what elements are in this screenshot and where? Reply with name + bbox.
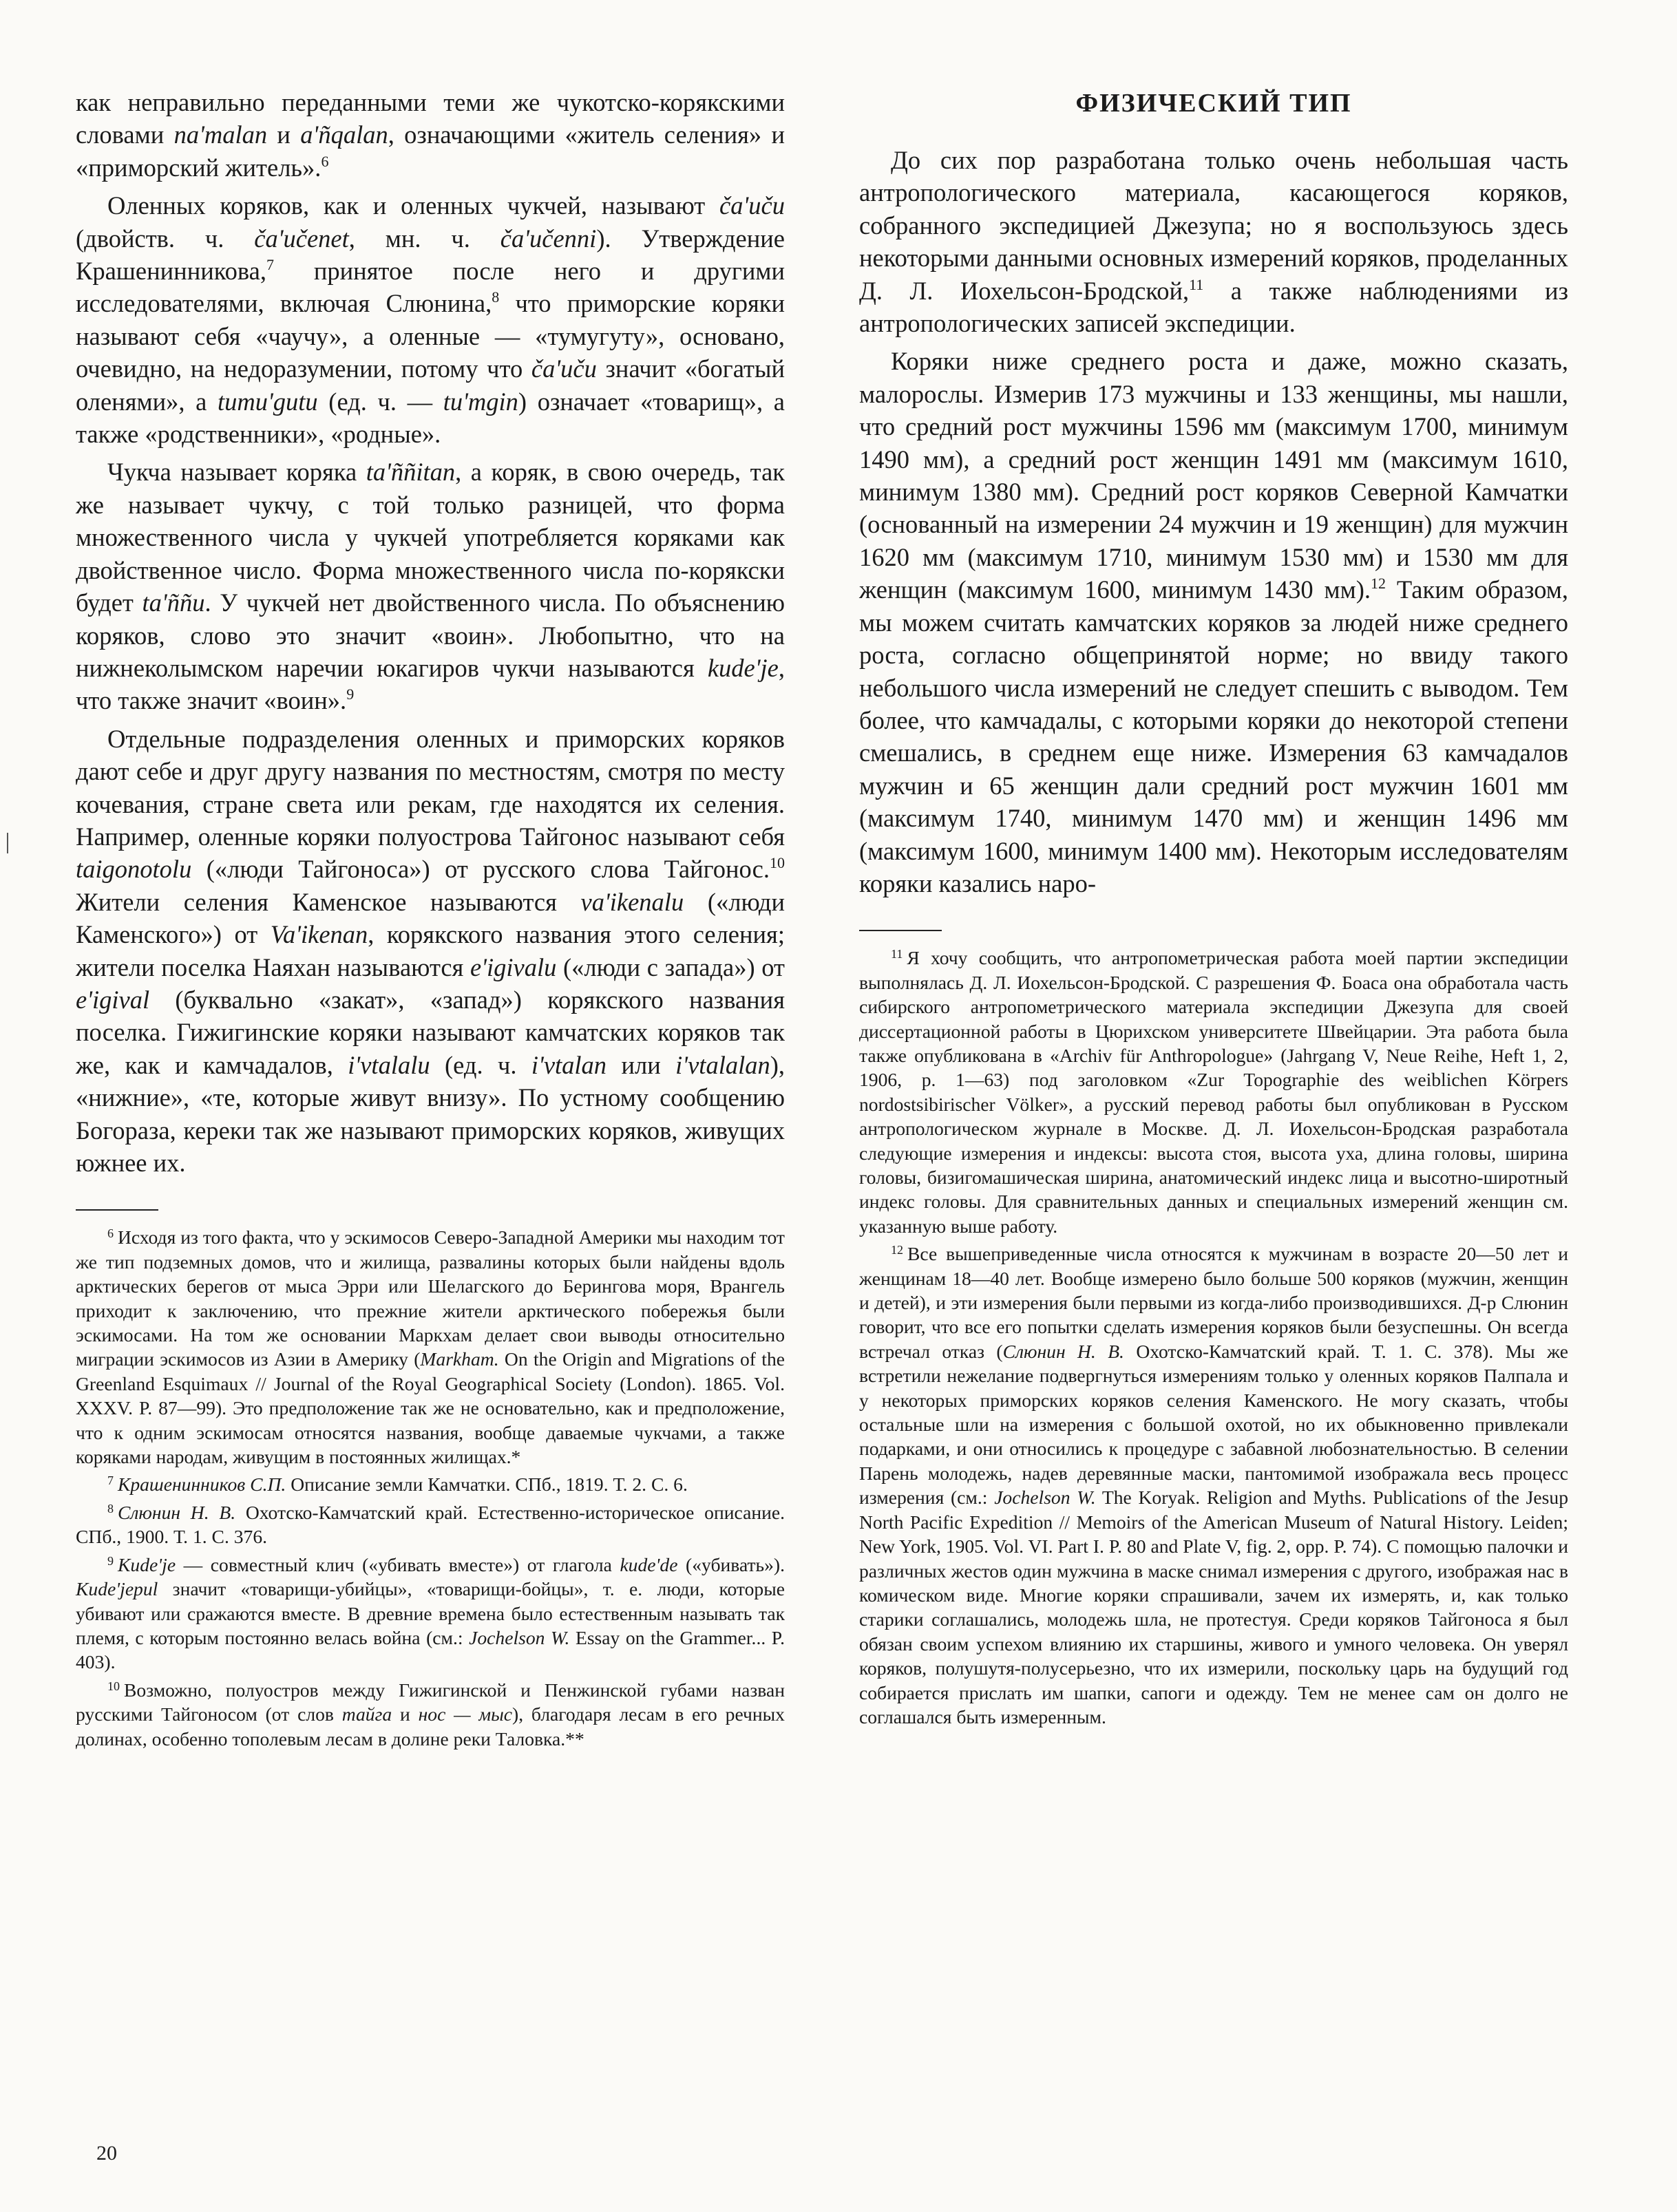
left-footnotes	[76, 1222, 785, 1751]
footnote: $^{12}$ Все вышеприведенные числа относятся к мужчинам в возрасте 20—50 лет и женщинам 18—40 лет. Вообще измерено было больше 500 коряков (мужчин, женщин и детей), и эти измерения были первыми из когда-либо производившихся. Д-р Слюнин говорит, что все его попытки сделать измерения коряков были безуспешны. Он всегда встречал отказ (Слюнин Н. В. Охотско-Камчатский край. Т. 1. С. 378). Мы же встретили нежелание подвергнуться измерениям только у оленных коряков Палпала и у некоторых приморских коряков селения Каменского. Не могу сказать, чтобы остальные шли на измерения с большой охотой, но их обыкновенно привлекали подарками, и они относились к процедуре с забавной любознательностью. В селении Парень молодежь, надев деревянные маски, пантомимой изображала весь процесс измерения (см.: Jochelson W. The Koryak. Religion and Myths. Publications of the Jesup North Pacific Expedition // Memoirs of the American Museum of Natural History. Leiden; New York, 1905. Vol. VI. Part I. P. 80 and Plate V, fig. 2, opp. P. 74). С помощью палочки и различных жестов один мужчина в маске снимал измерения с другого, изображая нас в комическом виде. Многие коряки спрашивали, зачем их измерять, и, как только старики соглашались, молодежь шла, не протестуя. Среди коряков Тайгоноса я был обязан своим успехом влиянию их старшины, живого и умного человека. Он уверял коряков, полушутя-полусерьезно, что их измерили, поскольку царь на будущий год собирается прислать им шапки, сапоги и одежду. Тем не менее сам он долго не соглашался быть измеренным.	[859, 1243, 1569, 1727]
right-footnotes	[859, 942, 1568, 1729]
footnote: $^{10}$ Возможно, полуостров между Гижигинской и Пенжинской губами назван русскими Тайгоносом (от слов тайга и нос — мыс), благодаря лесам в его речных долинах, особенно тополевым лесам в долине реки Таловка.**	[76, 1679, 785, 1750]
footnote: $^7$ Крашенинников С.П. Описание земли Камчатки. СПб., 1819. Т. 2. С. 6.	[107, 1474, 688, 1496]
paragraph: Отдельные подразделения оленных и приморских коряков дают себе и друг другу названия по местностям, смотря по месту кочевания, стране света или рекам, где находятся их селения. Например, оленные коряки полуострова Тайгонос называют себя taigonotolu («люди Тайгоноса») от русского слова Тайгонос.$^{10}$ Жители селения Каменское называются va'ikenalu («люди Каменского») от Va'ikenan, корякского названия этого селения; жители поселка Наяхан называются e'igivalu («люди с запада») от e'igival (буквально «закат», «запад») корякского названия поселка. Гижигинские коряки называют камчатских коряков так же, как и камчадалов, i'vtalalu (ед. ч. i'vtalan или i'vtalalan), «нижние», «те, которые живут внизу». По устному сообщению Богораза, кереки так же называют приморских коряков, живущих южнее их.	[76, 724, 785, 1177]
footnote: $^{11}$ Я хочу сообщить, что антропометрическая работа моей партии экспедиции выполнялась Д. Л. Иохельсон-Бродской. С разрешения Ф. Боаса она обработала часть сибирского антропометрического материала экспедиции Джезупа для своей диссертационной работы в Цюрихском университете Швейцарии. Эта работа была также опубликована в «Archiv für Anthropologue» (Jahrgang V, Neue Reihe, Heft 1, 2, 1906, p. 1—63) под заголовком «Zur Topographie des weiblichen Körpers nordostsibirischer Völker», а русский перевод работы был опубликован в Русском антропологическом журнале в Москве. Д. Л. Иохельсон-Бродская разработала следующие измерения и индексы: высота стоя, высота уха, длина головы, ширина головы, бизигомашическая ширина, анатомический индекс лица и высотно-широтный индекс головы. Для сравнительных данных и специальных измерений женщин см. указанную выше работу.	[859, 947, 1568, 1237]
footnote: $^8$ Слюнин Н. В. Охотско-Камчатский край. Естественно-историческое описание. СПб., 1900. Т. 1. С. 376.	[76, 1501, 785, 1548]
footnote: $^6$ Исходя из того факта, что у эскимосов Северо-Западной Америки мы находим тот же тип подземных домов, что и жилища, развалины которых были найдены вдоль арктических берегов от мыса Эрри или Шелагского до Берингова моря, Врангель приходит к заключению, что прежние жители арктического побережья были эскимосами. На том же основании Маркхам делает свои выводы относительно миграции эскимосов из Азии в Америку (Markham. On the Origin and Migrations of the Greenland Esquimaux // Journal of the Royal Geographical Society (London). 1865. Vol. XXXV. P. 87—99). Это предположение так же не основательно, как и предположение, что к одним эскимосам относятся названия, вообще даваемые чукчами, а также коряками народам, живущим в постоянных жилищах.*	[76, 1226, 785, 1468]
left-main-text	[76, 86, 785, 1179]
footnote: $^9$ Kude'je — совместный клич («убивать вместе») от глагола kude'de («убивать»). Kude'jepul значит «товарищи-убийцы», «товарищи-бойцы», т. е. люди, которые убивают или сражаются вместе. В древние времена было естественным называть так племя, с которым постоянно велась война (см.: Jochelson W. Essay on the Grammer... P. 403).	[76, 1553, 785, 1673]
right-column	[859, 86, 1568, 1729]
section-heading: ФИЗИЧЕСКИЙ ТИП	[1075, 89, 1352, 118]
paragraph: До сих пор разработана только очень небольшая часть антропологического материала, касающегося коряков, собранного экспедицией Джезупа; но я воспользуюсь здесь некоторыми данными основных измерений коряков, проделанных Д. Л. Иохельсон-Бродской,$^{11}$ а также наблюдениями из антропологических записей экспедиции.	[859, 146, 1568, 338]
paragraph: Чукча называет коряка ta'ññitan, а коряк, в свою очередь, так же называет чукчу, с той только разницей, что форма множественного числа у чукчей употребляется коряками как двойственное число. Форма множественного числа по-корякски будет ta'ññu. У чукчей нет двойственного числа. По объяснению коряков, слово это значит «воин». Любопытно, что на нижнеколымском наречии юкагиров чукчи называются kude'je, что также значит «воин».$^9$	[76, 458, 785, 715]
left-column	[76, 86, 785, 1751]
paragraph: Коряки ниже среднего роста и даже, можно сказать, малорослы. Измерив 173 мужчины и 133 женщины, мы нашли, что средний рост мужчины 1596 мм (максимум 1700, минимум 1490 мм), а средний рост женщин 1491 мм (максимум 1610, минимум 1380 мм). Средний рост коряков Северной Камчатки (основанный на измерении 24 мужчин и 19 женщин) для мужчин 1620 мм (максимум 1710, минимум 1530 мм) и 1530 мм для женщин (максимум 1600, минимум 1430 мм).$^{12}$ Таким образом, мы можем считать камчатских коряков за людей ниже среднего роста, согласно общепринятой норме; но ввиду такого небольшого числа измерений не следует спешить с выводом. Тем более, что камчадалы, с которыми коряки до некоторой степени смешались, в среднем еще ниже. Измерения 63 камчадалов мужчин и 65 женщин дали средний рост мужчин 1601 мм (максимум 1740, минимум 1470 мм) и женщин 1496 мм (максимум 1600, минимум 1400 мм). Некоторым исследователям коряки казались наро-	[859, 347, 1568, 897]
right-main-text	[859, 144, 1568, 900]
footnote-divider	[76, 1209, 158, 1211]
footnote-divider	[859, 930, 942, 931]
margin-mark	[7, 833, 8, 853]
paragraph: как неправильно переданными теми же чукотско-корякскими словами na'malan и a'ñqalan, означающими «житель селения» и «приморский житель».$^6$	[76, 88, 785, 182]
paragraph: Оленных коряков, как и оленных чукчей, называют ča'uču (двойств. ч. ča'učenet, мн. ч. ča'učenni). Утверждение Крашенинникова,$^7$ принятое после него и другими исследователями, включая Слюнина,$^8$ что приморские коряки называют себя «чаучу», а оленные — «тумугуту», основано, очевидно, на недоразумении, потому что ča'uču значит «богатый оленями», а tumu'gutu (ед. ч. — tu'mgin) означает «товарищ», а также «родственники», «родные».	[76, 191, 785, 449]
page-number: 20	[96, 2142, 117, 2165]
